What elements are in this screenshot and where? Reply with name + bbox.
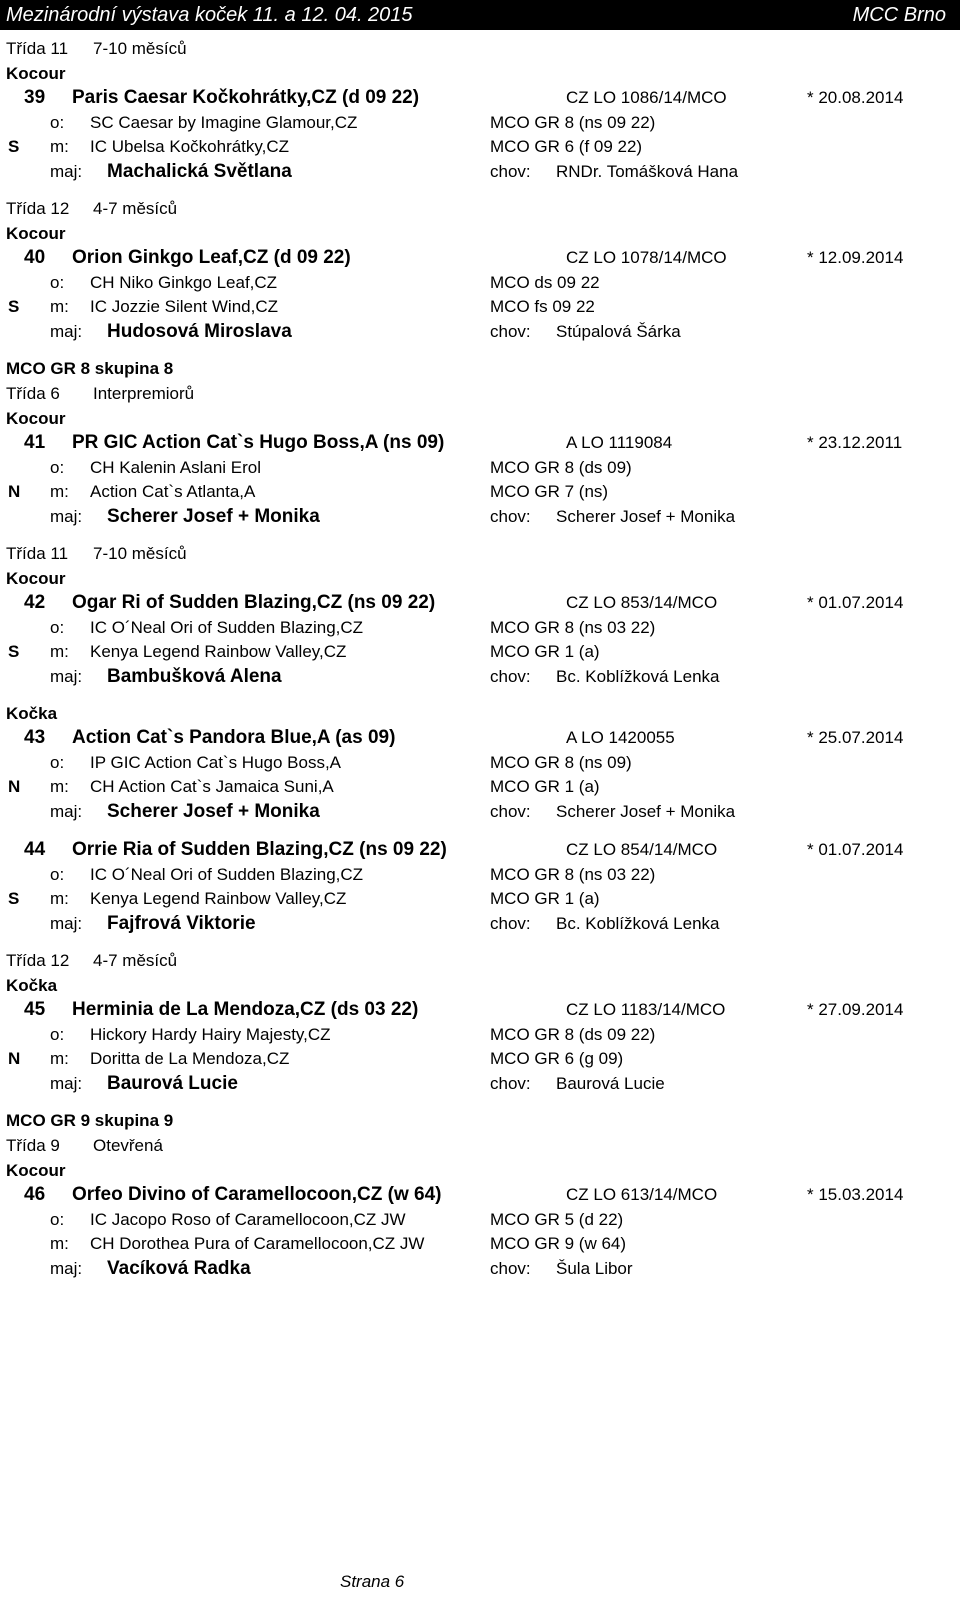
entry-title-row bbox=[0, 591, 960, 615]
mother-row bbox=[0, 135, 960, 159]
cat-entry bbox=[0, 838, 960, 940]
birth-date: * 15.03.2014 bbox=[807, 1185, 904, 1204]
owner-name: Fajfrová Viktorie bbox=[107, 913, 256, 934]
mother-row bbox=[0, 1047, 960, 1071]
father-label: o: bbox=[50, 113, 65, 132]
registration-number: CZ LO 1086/14/MCO bbox=[566, 88, 727, 107]
owner-row bbox=[0, 665, 960, 689]
mother-name: IC Jozzie Silent Wind,CZ bbox=[90, 297, 278, 316]
father-ems: MCO GR 8 (ns 09) bbox=[490, 753, 632, 772]
owner-row bbox=[0, 800, 960, 824]
owner-name: Baurová Lucie bbox=[107, 1073, 238, 1094]
registration-number: CZ LO 1078/14/MCO bbox=[566, 248, 727, 267]
sex-heading: Kočka bbox=[6, 976, 58, 995]
mother-ems: MCO GR 1 (a) bbox=[490, 889, 600, 908]
entry-title-row bbox=[0, 998, 960, 1022]
owner-label: maj: bbox=[50, 667, 83, 686]
entry-status-letter: S bbox=[8, 642, 20, 661]
show-city: MCC Brno bbox=[852, 4, 946, 26]
cat-name: Orion Ginkgo Leaf,CZ (d 09 22) bbox=[72, 247, 351, 268]
class-name: 4-7 měsíců bbox=[93, 951, 178, 970]
class-heading bbox=[0, 948, 960, 973]
class-name: Otevřená bbox=[93, 1136, 163, 1155]
registration-number: A LO 1119084 bbox=[566, 433, 673, 452]
owner-name: Bambušková Alena bbox=[107, 666, 282, 687]
sex-heading: Kocour bbox=[6, 64, 66, 83]
father-ems: MCO GR 8 (ds 09 22) bbox=[490, 1025, 656, 1044]
father-ems: MCO ds 09 22 bbox=[490, 273, 600, 292]
cat-entry bbox=[0, 998, 960, 1100]
page-number: Strana 6 bbox=[340, 1572, 405, 1591]
block-gap bbox=[0, 533, 960, 541]
class-name: 4-7 měsíců bbox=[93, 199, 178, 218]
breeder-label: chov: bbox=[490, 1074, 531, 1093]
mother-row bbox=[0, 1232, 960, 1256]
class-heading bbox=[0, 541, 960, 566]
birth-date: * 27.09.2014 bbox=[807, 1000, 904, 1019]
entry-title-row bbox=[0, 86, 960, 110]
owner-name: Hudosová Miroslava bbox=[107, 321, 292, 342]
cat-entry bbox=[0, 86, 960, 188]
father-ems: MCO GR 8 (ns 09 22) bbox=[490, 113, 656, 132]
mother-label: m: bbox=[50, 1049, 69, 1068]
cat-entry bbox=[0, 726, 960, 828]
mother-label: m: bbox=[50, 889, 69, 908]
entry-status-letter: S bbox=[8, 297, 20, 316]
mother-ems: MCO GR 7 (ns) bbox=[490, 482, 609, 501]
mother-name: CH Action Cat`s Jamaica Suni,A bbox=[90, 777, 334, 796]
cat-name: PR GIC Action Cat`s Hugo Boss,A (ns 09) bbox=[72, 432, 445, 453]
father-name: SC Caesar by Imagine Glamour,CZ bbox=[90, 113, 358, 132]
owner-label: maj: bbox=[50, 1259, 83, 1278]
entry-status-letter: N bbox=[8, 777, 21, 796]
owner-label: maj: bbox=[50, 322, 83, 341]
owner-label: maj: bbox=[50, 802, 83, 821]
cat-entry bbox=[0, 431, 960, 533]
breeder-name: Stúpalová Šárka bbox=[556, 322, 681, 341]
father-row bbox=[0, 751, 960, 775]
breeder-label: chov: bbox=[490, 802, 531, 821]
block-gap bbox=[0, 348, 960, 356]
owner-name: Vacíková Radka bbox=[107, 1258, 251, 1279]
father-name: IC O´Neal Ori of Sudden Blazing,CZ bbox=[90, 865, 364, 884]
entry-title-row bbox=[0, 838, 960, 862]
cat-name: Paris Caesar Kočkohrátky,CZ (d 09 22) bbox=[72, 87, 420, 108]
mother-name: Kenya Legend Rainbow Valley,CZ bbox=[90, 889, 347, 908]
registration-number: CZ LO 853/14/MCO bbox=[566, 593, 718, 612]
registration-number: CZ LO 613/14/MCO bbox=[566, 1185, 718, 1204]
cat-name: Action Cat`s Pandora Blue,A (as 09) bbox=[72, 727, 396, 748]
owner-row bbox=[0, 1072, 960, 1096]
cat-name: Herminia de La Mendoza,CZ (ds 03 22) bbox=[72, 999, 419, 1020]
father-label: o: bbox=[50, 753, 65, 772]
owner-label: maj: bbox=[50, 914, 83, 933]
breeder-label: chov: bbox=[490, 914, 531, 933]
breeder-label: chov: bbox=[490, 322, 531, 341]
cat-entry bbox=[0, 1183, 960, 1285]
breeder-name: Scherer Josef + Monika bbox=[556, 802, 736, 821]
owner-row bbox=[0, 505, 960, 529]
class-heading bbox=[0, 196, 960, 221]
owner-row bbox=[0, 912, 960, 936]
owner-label: maj: bbox=[50, 162, 83, 181]
group-heading: MCO GR 9 skupina 9 bbox=[6, 1111, 174, 1130]
owner-name: Scherer Josef + Monika bbox=[107, 506, 320, 527]
mother-row bbox=[0, 480, 960, 504]
owner-label: maj: bbox=[50, 1074, 83, 1093]
mother-ems: MCO GR 6 (g 09) bbox=[490, 1049, 624, 1068]
mother-name: CH Dorothea Pura of Caramellocoon,CZ JW bbox=[90, 1234, 425, 1253]
father-row bbox=[0, 1208, 960, 1232]
owner-row bbox=[0, 1257, 960, 1281]
show-title: Mezinárodní výstava koček 11. a 12. 04. 2015 bbox=[6, 4, 413, 26]
mother-label: m: bbox=[50, 482, 69, 501]
block-gap bbox=[0, 1100, 960, 1108]
mother-label: m: bbox=[50, 777, 69, 796]
catalogue-number: 40 bbox=[24, 247, 46, 268]
mother-name: IC Ubelsa Kočkohrátky,CZ bbox=[90, 137, 290, 156]
father-label: o: bbox=[50, 618, 65, 637]
mother-label: m: bbox=[50, 297, 69, 316]
cat-entry bbox=[0, 246, 960, 348]
entry-title-row bbox=[0, 431, 960, 455]
class-label: Třída 12 bbox=[6, 199, 70, 218]
birth-date: * 20.08.2014 bbox=[807, 88, 904, 107]
class-label: Třída 6 bbox=[6, 384, 60, 403]
father-ems: MCO GR 5 (d 22) bbox=[490, 1210, 624, 1229]
mother-ems: MCO GR 1 (a) bbox=[490, 777, 600, 796]
mother-name: Kenya Legend Rainbow Valley,CZ bbox=[90, 642, 347, 661]
mother-row bbox=[0, 640, 960, 664]
entry-status-letter: S bbox=[8, 889, 20, 908]
sex-heading: Kocour bbox=[6, 409, 66, 428]
registration-number: CZ LO 1183/14/MCO bbox=[566, 1000, 726, 1019]
father-row bbox=[0, 1023, 960, 1047]
sex-heading: Kočka bbox=[6, 704, 58, 723]
father-name: IC O´Neal Ori of Sudden Blazing,CZ bbox=[90, 618, 364, 637]
block-gap bbox=[0, 693, 960, 701]
cat-name: Ogar Ri of Sudden Blazing,CZ (ns 09 22) bbox=[72, 592, 436, 613]
catalogue-number: 39 bbox=[24, 87, 46, 108]
sex-heading: Kocour bbox=[6, 1161, 66, 1180]
entry-title-row bbox=[0, 246, 960, 270]
class-name: Interpremiorů bbox=[93, 384, 195, 403]
birth-date: * 25.07.2014 bbox=[807, 728, 904, 747]
father-name: CH Niko Ginkgo Leaf,CZ bbox=[90, 273, 278, 292]
father-label: o: bbox=[50, 458, 65, 477]
sex-heading: Kocour bbox=[6, 569, 66, 588]
father-label: o: bbox=[50, 1025, 65, 1044]
father-name: Hickory Hardy Hairy Majesty,CZ bbox=[90, 1025, 331, 1044]
owner-name: Scherer Josef + Monika bbox=[107, 801, 320, 822]
cat-name: Orrie Ria of Sudden Blazing,CZ (ns 09 22) bbox=[72, 839, 447, 860]
page-header bbox=[0, 0, 960, 30]
class-label: Třída 11 bbox=[6, 39, 69, 58]
father-row bbox=[0, 616, 960, 640]
entry-status-letter: N bbox=[8, 1049, 21, 1068]
class-label: Třída 9 bbox=[6, 1136, 60, 1155]
breeder-label: chov: bbox=[490, 667, 531, 686]
class-name: 7-10 měsíců bbox=[93, 39, 187, 58]
mother-name: Doritta de La Mendoza,CZ bbox=[90, 1049, 290, 1068]
father-row bbox=[0, 271, 960, 295]
birth-date: * 23.12.2011 bbox=[807, 433, 903, 452]
owner-label: maj: bbox=[50, 507, 83, 526]
block-gap bbox=[0, 188, 960, 196]
class-label: Třída 12 bbox=[6, 951, 70, 970]
catalogue-number: 42 bbox=[24, 592, 46, 613]
catalogue-number: 45 bbox=[24, 999, 46, 1020]
father-label: o: bbox=[50, 1210, 65, 1229]
class-heading bbox=[0, 36, 960, 61]
breeder-name: Šula Libor bbox=[556, 1259, 633, 1278]
block-gap bbox=[0, 940, 960, 948]
father-ems: MCO GR 8 (ns 03 22) bbox=[490, 865, 656, 884]
father-name: IC Jacopo Roso of Caramellocoon,CZ JW bbox=[90, 1210, 406, 1229]
catalogue-number: 44 bbox=[24, 839, 46, 860]
group-heading: MCO GR 8 skupina 8 bbox=[6, 359, 174, 378]
breeder-name: Bc. Koblížková Lenka bbox=[556, 914, 720, 933]
father-name: IP GIC Action Cat`s Hugo Boss,A bbox=[90, 753, 342, 772]
class-heading bbox=[0, 1133, 960, 1158]
father-label: o: bbox=[50, 273, 65, 292]
birth-date: * 12.09.2014 bbox=[807, 248, 904, 267]
mother-row bbox=[0, 887, 960, 911]
cat-name: Orfeo Divino of Caramellocoon,CZ (w 64) bbox=[72, 1184, 442, 1205]
owner-row bbox=[0, 320, 960, 344]
mother-label: m: bbox=[50, 642, 69, 661]
father-ems: MCO GR 8 (ns 03 22) bbox=[490, 618, 656, 637]
breeder-name: RNDr. Tomášková Hana bbox=[556, 162, 739, 181]
father-ems: MCO GR 8 (ds 09) bbox=[490, 458, 632, 477]
mother-ems: MCO GR 1 (a) bbox=[490, 642, 600, 661]
entry-title-row bbox=[0, 1183, 960, 1207]
mother-label: m: bbox=[50, 1234, 69, 1253]
registration-number: CZ LO 854/14/MCO bbox=[566, 840, 718, 859]
breeder-name: Bc. Koblížková Lenka bbox=[556, 667, 720, 686]
entry-title-row bbox=[0, 726, 960, 750]
mother-row bbox=[0, 295, 960, 319]
father-row bbox=[0, 111, 960, 135]
sex-heading: Kocour bbox=[6, 224, 66, 243]
mother-name: Action Cat`s Atlanta,A bbox=[90, 482, 256, 501]
mother-ems: MCO fs 09 22 bbox=[490, 297, 595, 316]
catalogue-number: 46 bbox=[24, 1184, 46, 1205]
mother-ems: MCO GR 6 (f 09 22) bbox=[490, 137, 643, 156]
breeder-label: chov: bbox=[490, 507, 531, 526]
father-row bbox=[0, 456, 960, 480]
breeder-name: Baurová Lucie bbox=[556, 1074, 665, 1093]
mother-row bbox=[0, 775, 960, 799]
class-heading bbox=[0, 381, 960, 406]
breeder-name: Scherer Josef + Monika bbox=[556, 507, 736, 526]
catalogue-content bbox=[0, 36, 960, 1285]
father-label: o: bbox=[50, 865, 65, 884]
breeder-label: chov: bbox=[490, 1259, 531, 1278]
mother-ems: MCO GR 9 (w 64) bbox=[490, 1234, 627, 1253]
entry-status-letter: N bbox=[8, 482, 21, 501]
cat-entry bbox=[0, 591, 960, 693]
birth-date: * 01.07.2014 bbox=[807, 593, 904, 612]
catalogue-number: 41 bbox=[24, 432, 46, 453]
birth-date: * 01.07.2014 bbox=[807, 840, 904, 859]
mother-label: m: bbox=[50, 137, 69, 156]
owner-row bbox=[0, 160, 960, 184]
owner-name: Machalická Světlana bbox=[107, 161, 292, 182]
registration-number: A LO 1420055 bbox=[566, 728, 675, 747]
father-row bbox=[0, 863, 960, 887]
breeder-label: chov: bbox=[490, 162, 531, 181]
class-name: 7-10 měsíců bbox=[93, 544, 187, 563]
father-name: CH Kalenin Aslani Erol bbox=[90, 458, 262, 477]
catalogue-number: 43 bbox=[24, 727, 46, 748]
class-label: Třída 11 bbox=[6, 544, 69, 563]
entry-status-letter: S bbox=[8, 137, 20, 156]
